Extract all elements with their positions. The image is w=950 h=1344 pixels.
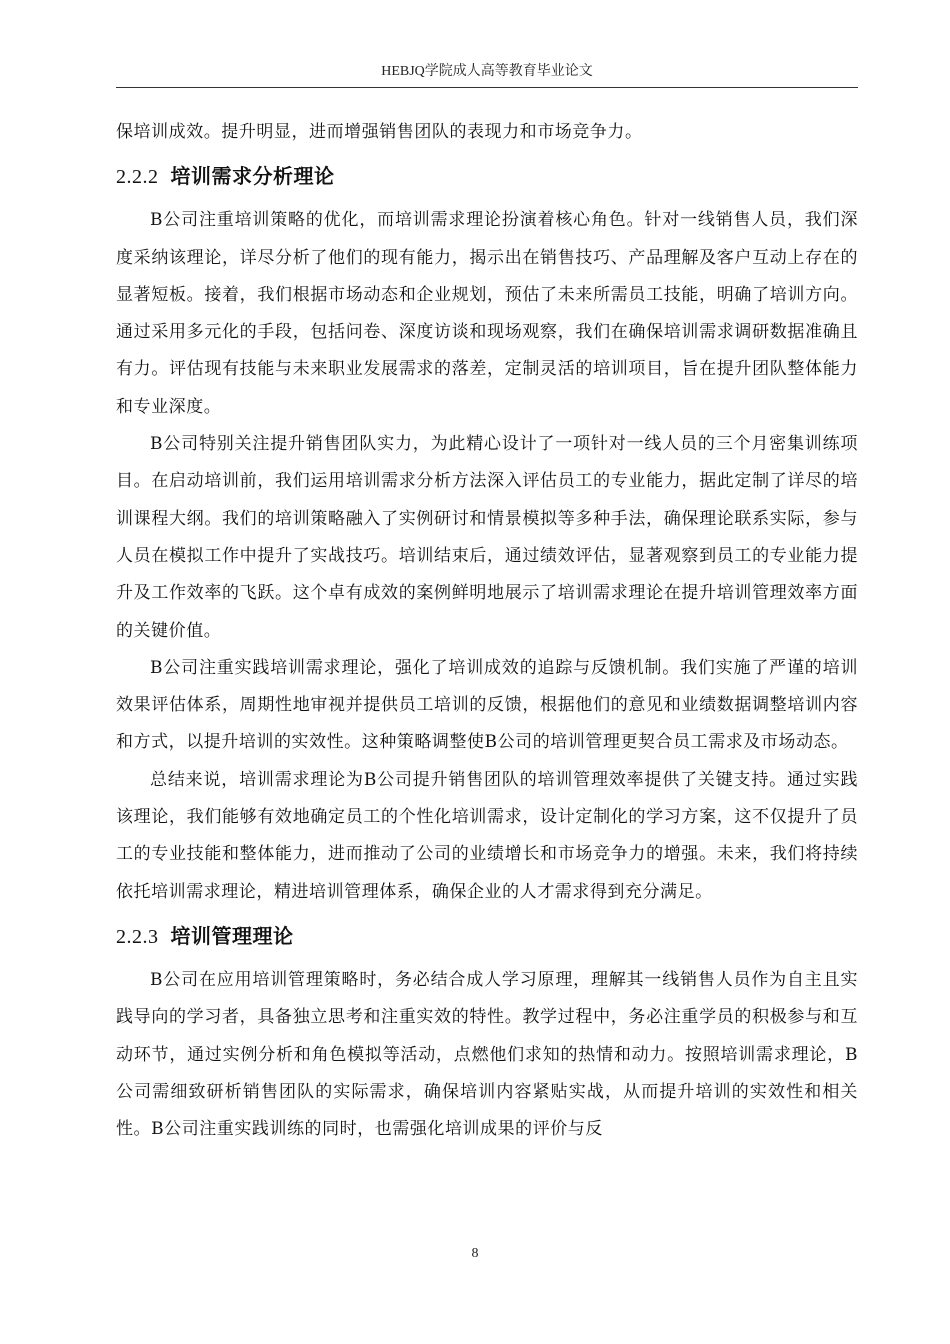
section-number: 2.2.3	[116, 925, 159, 948]
paragraph: B公司特别关注提升销售团队实力，为此精心设计了一项针对一线人员的三个月密集训练项目。在启动培训前，我们运用培训需求分析方法深入评估员工的专业能力，据此定制了详尽的培训课程大纲。我们的培训策略融入了实例研讨和情景模拟等多种手法，确保理论联系实际，参与人员在模拟工作中提升了实战技巧。培训结束后，通过绩效评估，显著观察到员工的专业能力提升及工作效率的飞跃。这个卓有成效的案例鲜明地展示了培训需求理论在提升培训管理效率方面的关键价值。	[116, 434, 858, 641]
paragraph: 总结来说，培训需求理论为B公司提升销售团队的培训管理效率提供了关键支持。通过实践该理论，我们能够有效地确定员工的个性化培训需求，设计定制化的学习方案，这不仅提升了员工的专业技能和整体能力，进而推动了公司的业绩增长和市场竞争力的增强。未来，我们将持续依托培训需求理论，精进培训管理体系，确保企业的人才需求得到充分满足。	[116, 769, 858, 902]
section-number: 2.2.2	[116, 166, 159, 189]
running-header: HEBJQ学院成人高等教育毕业论文	[381, 64, 593, 79]
paragraph: B公司在应用培训管理策略时，务必结合成人学习原理，理解其一线销售人员作为自主且实践导向的学习者，具备独立思考和注重实效的特性。教学过程中，务必注重学员的积极参与和互动环节，通过实例分析和角色模拟等活动，点燃他们求知的热情和动力。按照培训需求理论，B公司需细致研析销售团队的实际需求，确保培训内容紧贴实战，从而提升培训的实效性和相关性。B公司注重实践训练的同时，也需强化培训成果的评价与反	[116, 969, 858, 1140]
header-rule	[116, 87, 858, 88]
section-title: 培训需求分析理论	[170, 164, 335, 189]
carryover-paragraph: 保培训成效。提升明显，进而增强销售团队的表现力和市场竞争力。	[116, 122, 643, 142]
section-heading-2-2-2	[116, 151, 858, 202]
page-number: 8	[471, 1246, 479, 1261]
paragraph: B公司注重培训策略的优化，而培训需求理论扮演着核心角色。针对一线销售人员，我们深度采纳该理论，详尽分析了他们的现有能力，揭示出在销售技巧、产品理解及客户互动上存在的显著短板。接着，我们根据市场动态和企业规划，预估了未来所需员工技能，明确了培训方向。通过采用多元化的手段，包括问卷、深度访谈和现场观察，我们在确保培训需求调研数据准确且有力。评估现有技能与未来职业发展需求的落差，定制灵活的培训项目，旨在提升团队整体能力和专业深度。	[116, 210, 858, 417]
section-title: 培训管理理论	[170, 923, 294, 948]
section-heading-2-2-3	[116, 911, 858, 962]
body-text	[116, 114, 858, 1148]
paragraph: B公司注重实践培训需求理论，强化了培训成效的追踪与反馈机制。我们实施了严谨的培训效果评估体系，周期性地审视并提供员工培训的反馈，根据他们的意见和业绩数据调整培训内容和方式，以提升培训的实效性。这种策略调整使B公司的培训管理更契合员工需求及市场动态。	[116, 657, 858, 753]
